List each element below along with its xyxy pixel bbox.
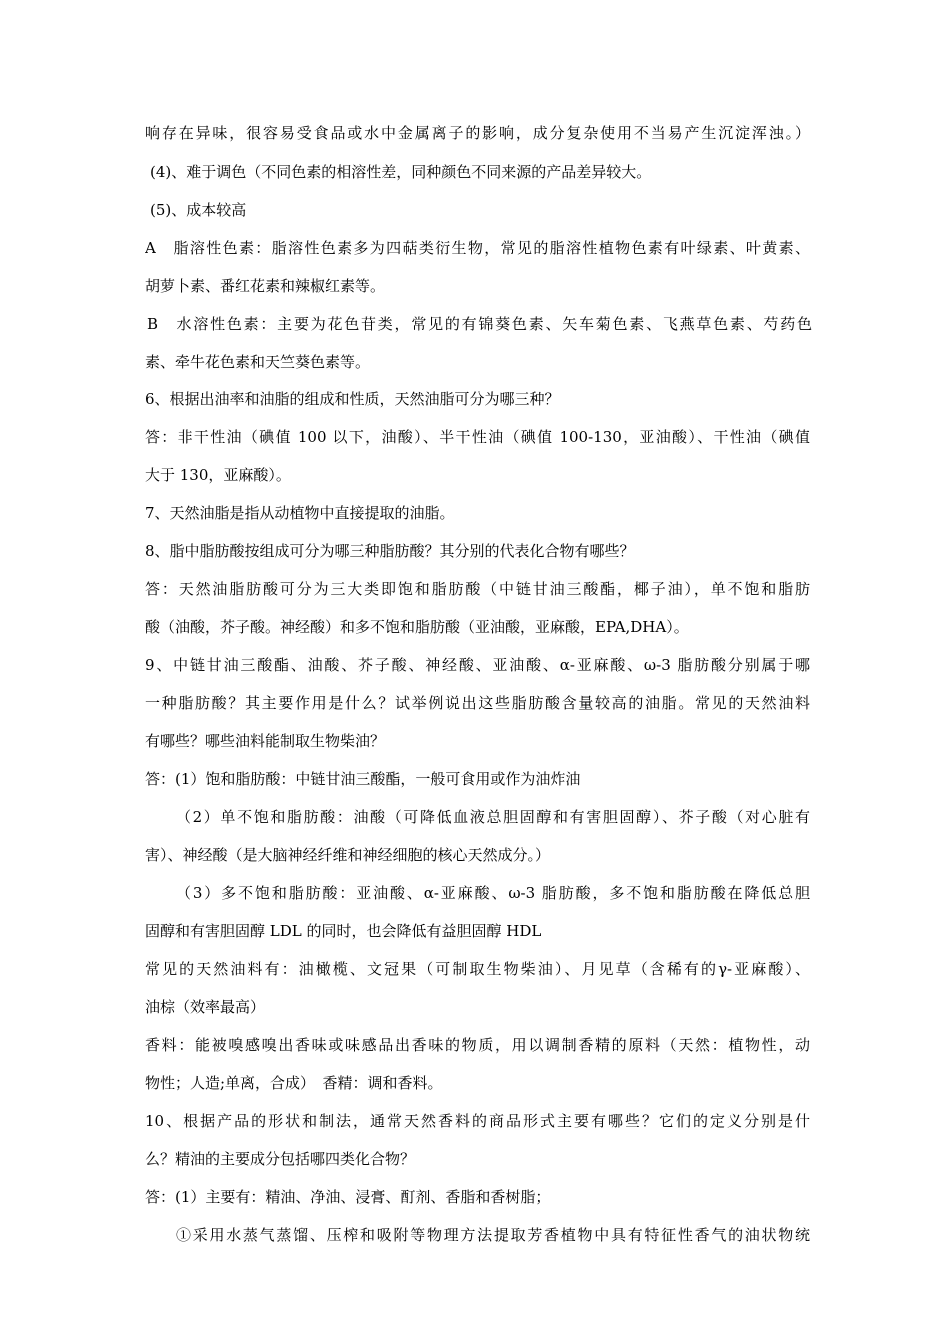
text-line: 答：非干性油（碘值 100 以下，油酸）、半干性油（碘值 100-130，亚油酸）、干性油（碘值	[145, 428, 810, 446]
text-line: （3）多不饱和脂肪酸：亚油酸、α-亚麻酸、ω-3 脂肪酸，多不饱和脂肪酸在降低总胆	[176, 884, 810, 902]
text-line: 固醇和有害胆固醇 LDL 的同时，也会降低有益胆固醇 HDL	[145, 922, 542, 940]
text-line: 胡萝卜素、番红花素和辣椒红素等。	[145, 277, 386, 295]
text-line: 香料：能被嗅感嗅出香味或味感品出香味的物质，用以调制香精的原料（天然：植物性，动	[145, 1036, 810, 1054]
text-line: 酸（油酸，芥子酸。神经酸）和多不饱和脂肪酸（亚油酸，亚麻酸，EPA,DHA）。	[145, 618, 689, 636]
text-line: 7、天然油脂是指从动植物中直接提取的油脂。	[145, 504, 455, 522]
text-line: B 水溶性色素：主要为花色苷类，常见的有锦葵色素、矢车菊色素、飞燕草色素、芍药色	[147, 315, 812, 333]
text-line: 物性；人造;单离，合成） 香精：调和香料。	[145, 1074, 443, 1092]
text-line: 6、根据出油率和油脂的组成和性质，天然油脂可分为哪三种？	[145, 390, 560, 408]
text-line: 么？精油的主要成分包括哪四类化合物？	[145, 1150, 416, 1168]
text-line: 8、脂中脂肪酸按组成可分为哪三种脂肪酸？其分别的代表化合物有哪些？	[145, 542, 635, 560]
text-line: 答：天然油脂肪酸可分为三大类即饱和脂肪酸（中链甘油三酸酯，椰子油），单不饱和脂肪	[145, 580, 810, 598]
text-line: 有哪些？哪些油料能制取生物柴油？	[145, 732, 386, 750]
text-line: 害）、神经酸（是大脑神经纤维和神经细胞的核心天然成分。）	[145, 846, 551, 864]
text-line: 油棕（效率最高）	[145, 998, 266, 1016]
text-line: ①采用水蒸气蒸馏、压榨和吸附等物理方法提取芳香植物中具有特征性香气的油状物统	[176, 1226, 810, 1244]
text-line: 大于 130，亚麻酸）。	[145, 466, 291, 484]
text-line: 答：(1）饱和脂肪酸：中链甘油三酸酯，一般可食用或作为油炸油	[145, 770, 581, 788]
text-line: 9、中链甘油三酸酯、油酸、芥子酸、神经酸、亚油酸、α-亚麻酸、ω-3 脂肪酸分别属于哪	[145, 656, 810, 674]
text-line: 响存在异味，很容易受食品或水中金属离子的影响，成分复杂使用不当易产生沉淀浑浊。）	[145, 124, 810, 142]
text-line: 答：(1）主要有：精油、净油、浸膏、酊剂、香脂和香树脂；	[145, 1188, 551, 1206]
text-line: 常见的天然油料有：油橄榄、文冠果（可制取生物柴油）、月见草（含稀有的γ-亚麻酸）、	[145, 960, 810, 978]
text-line: A 脂溶性色素：脂溶性色素多为四萜类衍生物，常见的脂溶性植物色素有叶绿素、叶黄素、	[145, 239, 810, 257]
text-line: (4)、难于调色（不同色素的相溶性差，同种颜色不同来源的产品差异较大。	[150, 163, 652, 181]
text-line: 10、根据产品的形状和制法，通常天然香料的商品形式主要有哪些？它们的定义分别是什	[145, 1112, 810, 1130]
text-line: 素、牵牛花色素和天竺葵色素等。	[145, 353, 371, 371]
text-line: 一种脂肪酸？其主要作用是什么？试举例说出这些脂肪酸含量较高的油脂。常见的天然油料	[145, 694, 810, 712]
text-line: (5)、成本较高	[150, 201, 247, 219]
text-line: （2）单不饱和脂肪酸：油酸（可降低血液总胆固醇和有害胆固醇）、芥子酸（对心脏有	[176, 808, 810, 826]
